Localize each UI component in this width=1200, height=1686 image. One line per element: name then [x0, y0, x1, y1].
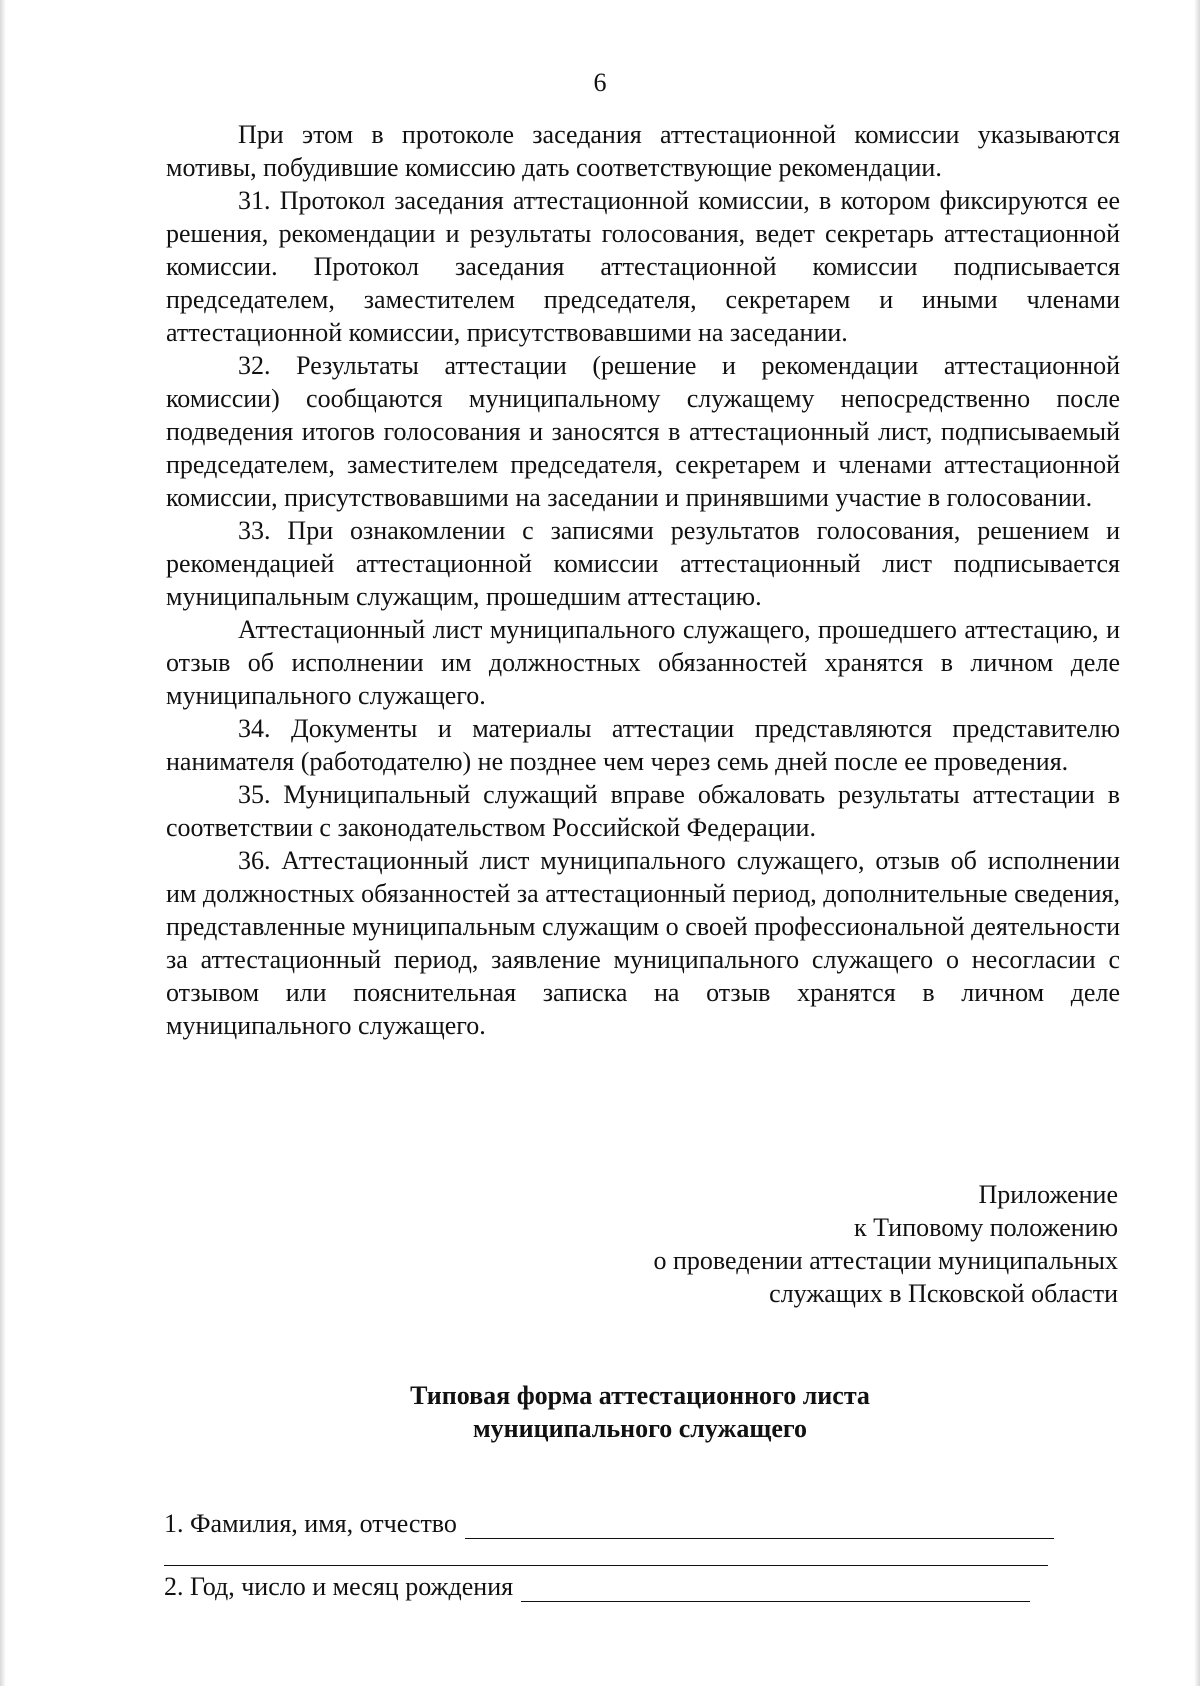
form-title [0, 1379, 1200, 1445]
paragraph-32: 32. Результаты аттестации (решение и рекомендации аттестационной комиссии) сообщаются муниципальному служащему непосредственно после подведения итогов голосования и заносятся в аттестационный лист, подписываемый председателем, заместителем председателя, секретарем и членами аттестационной комиссии, присутствовавшими на заседании и принявшими участие в голосовании. [166, 351, 1120, 512]
paragraph-31: 31. Протокол заседания аттестационной комиссии, в котором фиксируются ее решения, рекомендации и результаты голосования, ведет секретарь аттестационной комиссии. Протокол заседания аттестационной комиссии подписывается председателем, заместителем председателя, секретарем и иными членами аттестационной комиссии, присутствовавшими на заседании. [166, 186, 1120, 347]
attestation-form [164, 1503, 1054, 1602]
paragraph-30-continuation: При этом в протоколе заседания аттестационной комиссии указываются мотивы, побудившие комиссию дать соответствующие рекомендации. [166, 120, 1120, 182]
paragraph-33-continuation: Аттестационный лист муниципального служащего, прошедшего аттестацию, и отзыв об исполнении им должностных обязанностей хранятся в личном деле муниципального служащего. [166, 615, 1120, 710]
appendix-line: служащих в Псковской области [769, 1279, 1118, 1308]
paragraph-36: 36. Аттестационный лист муниципального служащего, отзыв об исполнении им должностных обязанностей за аттестационный период, дополнительные сведения, представленные муниципальным служащим о своей профессиональной деятельности за аттестационный период, заявление муниципального служащего о несогласии с отзывом или пояснительная записка на отзыв хранятся в личном деле муниципального служащего. [166, 846, 1120, 1040]
full-name-blank [465, 1514, 1054, 1539]
page-number: 6 [593, 68, 607, 97]
appendix-line: о проведении аттестации муниципальных [653, 1246, 1118, 1275]
document-body [166, 118, 1120, 1042]
form-title-line: муниципального служащего [472, 1414, 808, 1443]
appendix-line: к Типовому положению [853, 1213, 1118, 1242]
birth-date-label: 2. Год, число и месяц рождения [164, 1572, 514, 1601]
full-name-blank-continuation [164, 1539, 1048, 1566]
appendix-line: Приложение [978, 1180, 1118, 1209]
full-name-label: 1. Фамилия, имя, отчество [164, 1509, 457, 1538]
appendix-header [653, 1178, 1118, 1310]
birth-date-blank [521, 1577, 1030, 1602]
paragraph-34: 34. Документы и материалы аттестации представляются представителю нанимателя (работодателю) не позднее чем через семь дней после ее проведения. [166, 714, 1120, 776]
form-title-line: Типовая форма аттестационного листа [410, 1381, 870, 1410]
full-name-field [164, 1503, 1054, 1539]
paragraph-33: 33. При ознакомлении с записями результатов голосования, решением и рекомендацией аттестационной комиссии аттестационный лист подписывается муниципальным служащим, прошедшим аттестацию. [166, 516, 1120, 611]
birth-date-field [164, 1566, 1030, 1602]
paragraph-35: 35. Муниципальный служащий вправе обжаловать результаты аттестации в соответствии с законодательством Российской Федерации. [166, 780, 1120, 842]
